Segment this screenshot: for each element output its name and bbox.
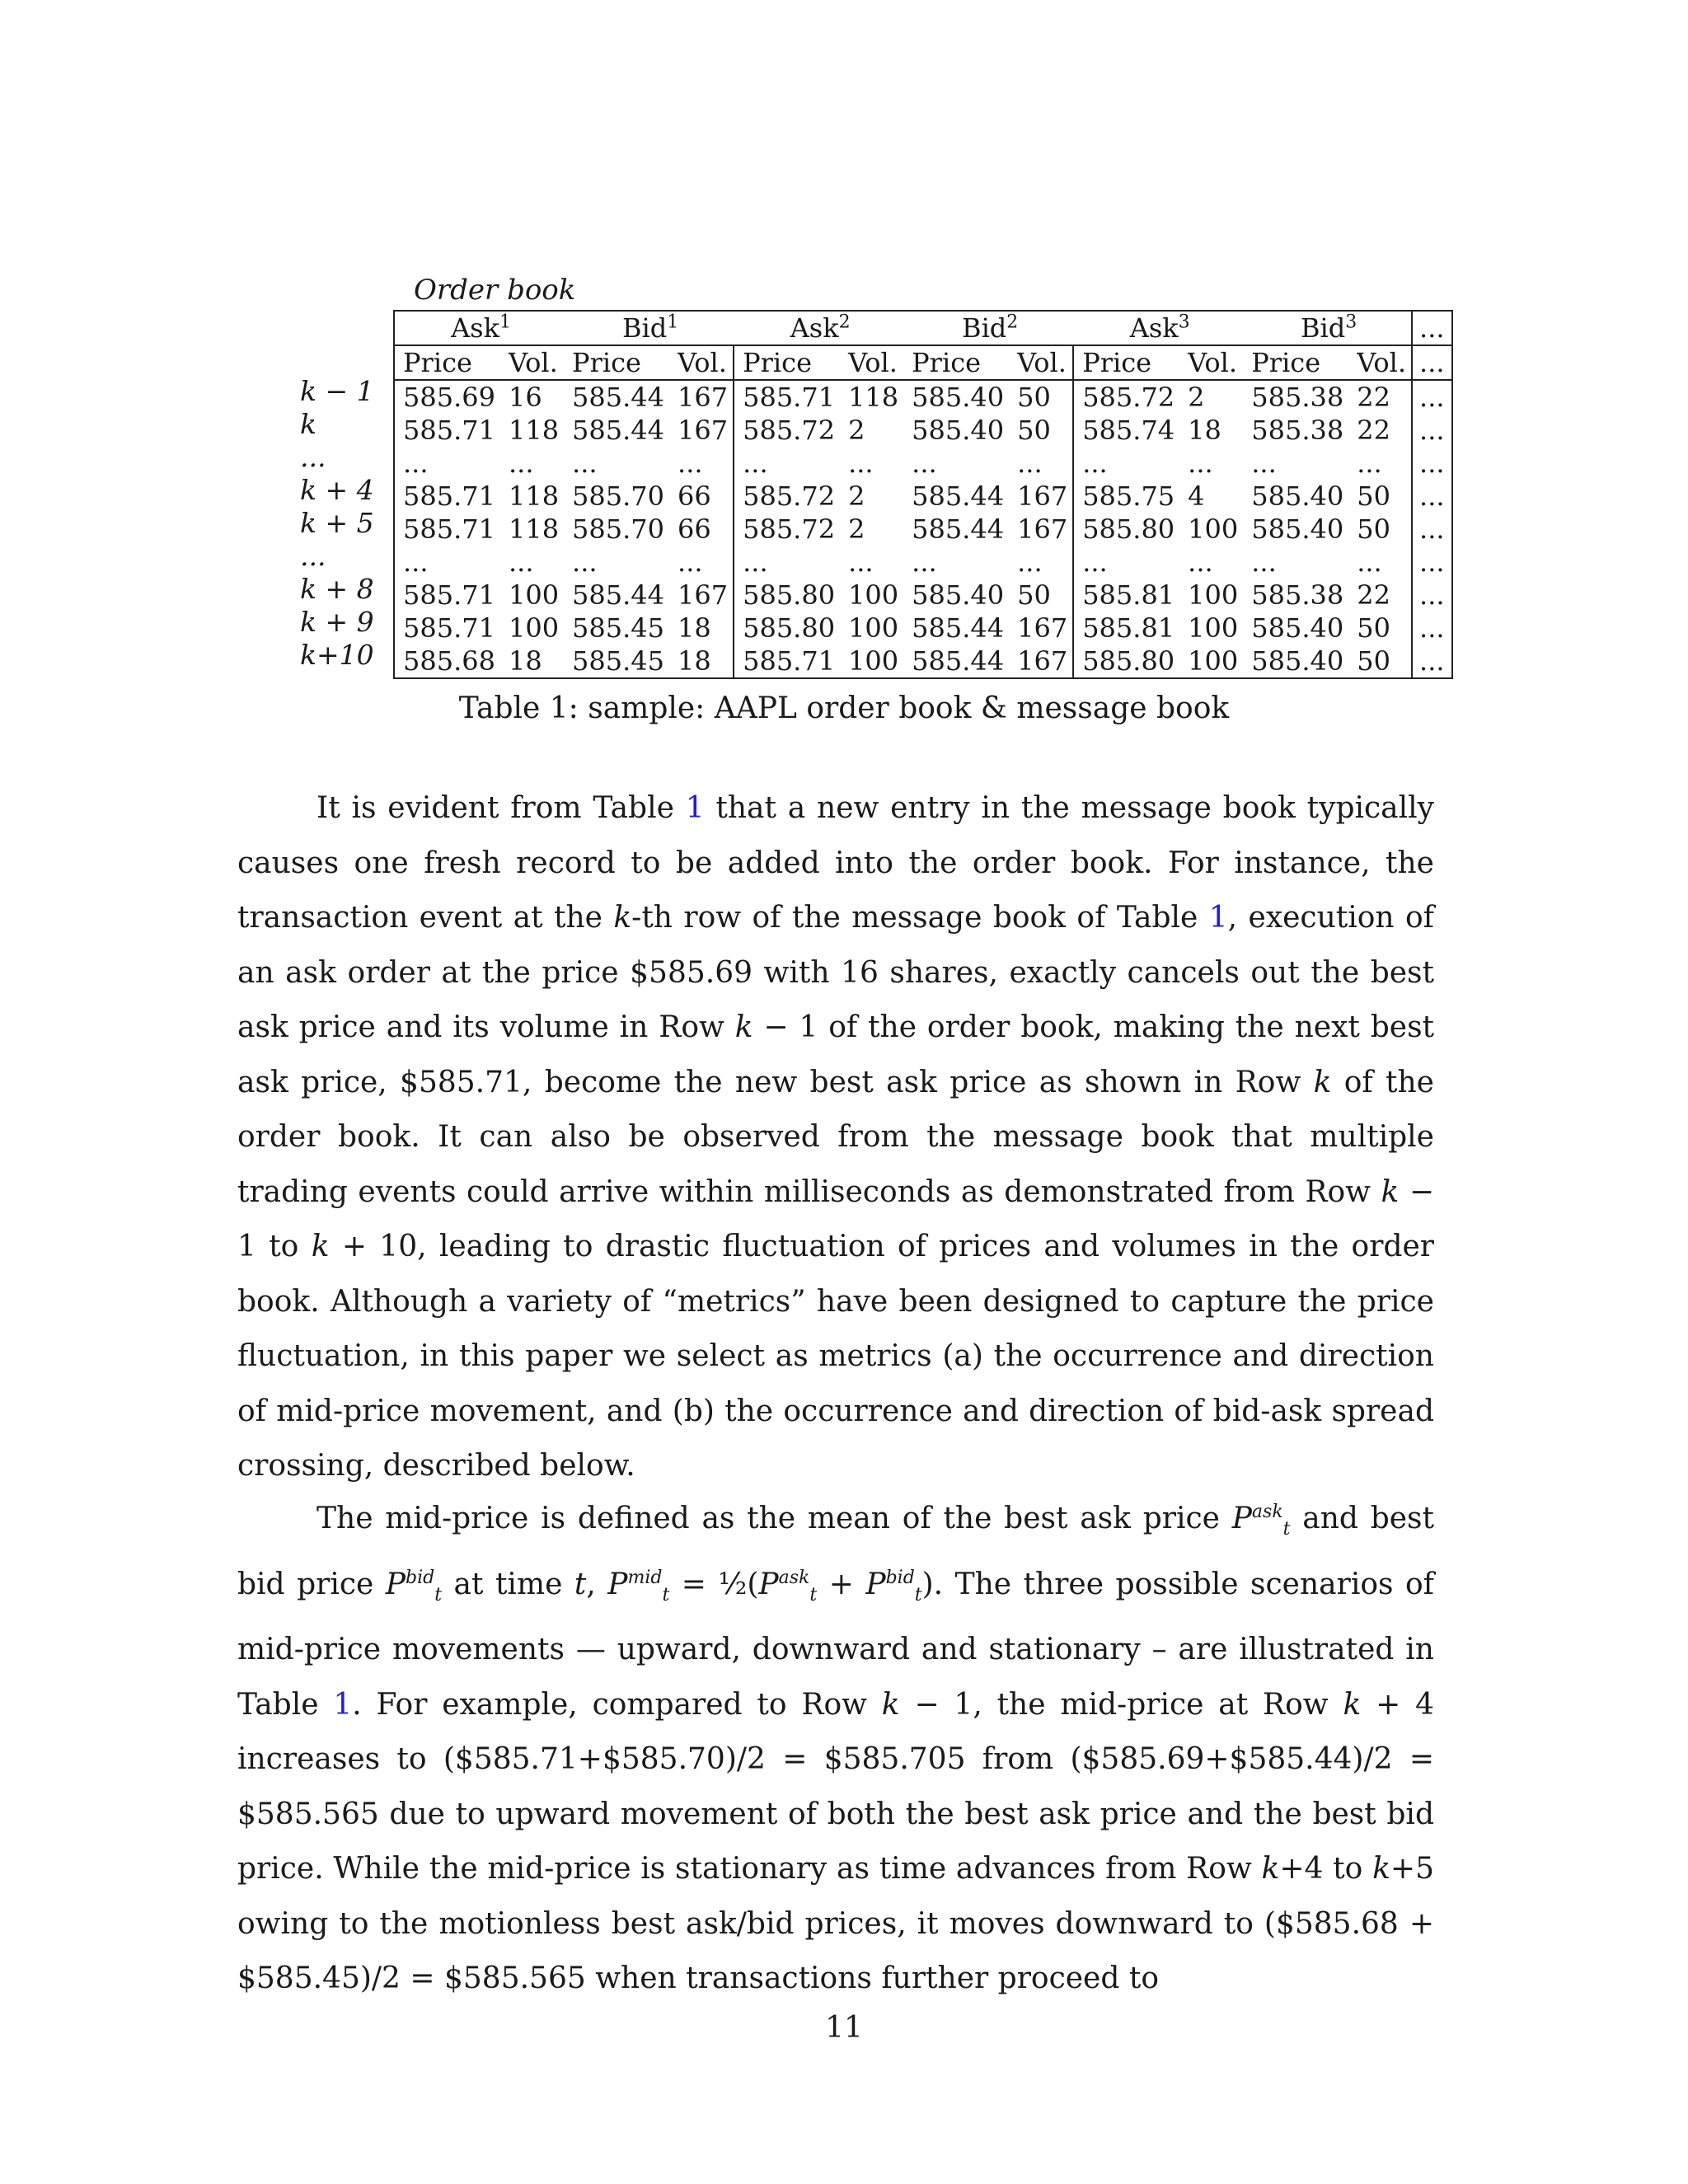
table-cell: 585.71 — [394, 513, 500, 546]
table-cell: ... — [1251, 546, 1277, 578]
table-cell: 167 — [678, 382, 729, 413]
table-cell: 585.68 — [394, 644, 500, 678]
table-cell: 585.44 — [572, 579, 665, 611]
table-cell: 585.40 — [1251, 612, 1344, 644]
table-cell: 18 — [678, 612, 711, 644]
table-cell: 2 — [848, 415, 865, 446]
table-cell: 66 — [678, 513, 711, 545]
table-row — [394, 447, 1452, 480]
table-cell: 585.74 — [1073, 414, 1179, 447]
table-cell: ... — [1073, 447, 1179, 480]
table-ref-link[interactable]: 1 — [333, 1687, 353, 1722]
row-label: k + 5 — [300, 507, 374, 539]
table-cell: 4 — [1188, 480, 1205, 512]
table-cell: ... — [572, 546, 598, 578]
table-cell: ... — [1251, 448, 1277, 479]
table-ref-link[interactable]: 1 — [685, 791, 705, 825]
sub-header-price: Price — [564, 345, 669, 380]
table-cell: 18 — [500, 644, 564, 678]
group-header-bid-3: Bid$^3$ — [1243, 311, 1412, 345]
sub-header-vol: Vol. — [500, 345, 564, 380]
table-cell: 118 — [508, 480, 560, 512]
table-cell: 66 — [678, 480, 711, 512]
table-ref-link[interactable]: 1 — [1208, 901, 1228, 935]
table-cell: 167 — [1017, 513, 1068, 545]
table-cell: 167 — [678, 415, 729, 446]
table-row — [394, 513, 1452, 546]
table-cell: ... — [1073, 546, 1179, 579]
table-row — [394, 579, 1452, 612]
table-cell: 50 — [1357, 480, 1390, 512]
table-cell: ... — [508, 546, 534, 578]
table-cell: 585.40 — [912, 579, 1005, 611]
table-cell: ... — [848, 546, 874, 578]
table-cell: 22 — [1357, 415, 1390, 446]
table-cell: 118 — [848, 382, 899, 413]
row-label: k + 9 — [300, 606, 374, 638]
sub-header-price: Price — [1243, 345, 1348, 380]
row-label: k + 8 — [300, 573, 374, 605]
table-cell: 585.72 — [734, 513, 840, 546]
sub-header-vol: Vol. — [1009, 345, 1073, 380]
group-header-row — [394, 311, 1452, 345]
table-cell: 585.40 — [1243, 644, 1348, 678]
table-cell: ... — [1412, 447, 1452, 480]
table-cell: 167 — [678, 579, 729, 611]
table-cell: 50 — [1017, 415, 1051, 446]
table-cell: 585.71 — [394, 480, 500, 513]
group-header-bid-2: Bid$^2$ — [903, 311, 1073, 345]
sub-header-vol: Vol. — [840, 345, 903, 380]
table-cell: 585.75 — [1073, 480, 1179, 513]
table-row — [394, 612, 1452, 644]
table-cell: 585.40 — [912, 382, 1005, 413]
group-header-ellipsis: ... — [1412, 311, 1452, 345]
sub-header-vol: Vol. — [1179, 345, 1243, 380]
table-cell: 585.44 — [572, 382, 665, 413]
table-cell: 585.80 — [734, 579, 840, 612]
table-cell: 167 — [1009, 644, 1073, 678]
table-cell: 585.45 — [564, 644, 669, 678]
table-cell: ... — [734, 447, 840, 480]
table-cell: 585.40 — [1251, 480, 1344, 512]
table-cell: ... — [678, 546, 703, 578]
table-cell: 100 — [848, 612, 899, 644]
table-cell: ... — [508, 448, 534, 479]
group-header-ask-1: Ask$^1$ — [394, 311, 564, 345]
table-cell: 585.45 — [572, 612, 665, 644]
paragraph-2: The mid-price is defined as the mean of the best ask price $P^{ask}_t$ and best bid price $P^{bid}_t$ at time t, $P^{mid}_t$ = $\frac{1}{2}(P^{ask}_t + P^{bid}_t)$. The three possible scenarios of mid-price movements — upward, downward and stationary – are illustrated in Table 1. For example, compared to Row k − 1, the mid-price at Row k + 4 increases to ($585.71+$585.70)/2 = $585.705 from ($585.69+$585.44)/2 = $585.565 due to upward movement of both the best ask price and the best bid price. While the mid-price is stationary as time advances from Row k+4 to k+5 owing to the motionless best ask/bid prices, it moves downward to ($585.68 + $585.45)/2 = $585.565 when transactions further proceed to — [237, 1502, 1434, 1996]
row-label: k — [300, 408, 316, 440]
row-label: ... — [300, 441, 326, 473]
table-cell: 100 — [1179, 644, 1243, 678]
table-cell: 585.72 — [734, 414, 840, 447]
table-cell: 585.44 — [912, 513, 1005, 545]
table-cell: 18 — [1188, 415, 1221, 446]
table-title: Order book — [414, 274, 576, 307]
table-cell: 167 — [1017, 480, 1068, 512]
table-cell: ... — [1412, 414, 1452, 447]
table-cell: 18 — [669, 644, 734, 678]
sub-header-price: Price — [734, 345, 840, 380]
table-row — [394, 546, 1452, 579]
table-cell: ... — [394, 447, 500, 480]
group-header-ask-2: Ask$^2$ — [734, 311, 903, 345]
table-cell: ... — [1412, 644, 1452, 678]
table-cell: 585.70 — [572, 513, 665, 545]
table-cell: ... — [1412, 612, 1452, 644]
table-cell: ... — [1017, 546, 1043, 578]
table-cell: ... — [1412, 513, 1452, 546]
sub-header-price: Price — [1073, 345, 1179, 380]
table-cell: 585.69 — [394, 380, 500, 414]
sub-header-price: Price — [394, 345, 500, 380]
table-cell: ... — [1017, 448, 1043, 479]
table-cell: 585.44 — [912, 480, 1005, 512]
row-label: k + 4 — [300, 474, 374, 506]
table-cell: 585.38 — [1251, 382, 1344, 413]
table-cell: 50 — [1357, 612, 1390, 644]
table-cell: ... — [1412, 546, 1452, 579]
table-cell: 50 — [1348, 644, 1412, 678]
table-cell: 100 — [1188, 513, 1239, 545]
table-cell: 100 — [1188, 579, 1239, 611]
table-cell: ... — [1188, 546, 1213, 578]
table-cell: 118 — [508, 415, 560, 446]
table-cell: 585.40 — [1251, 513, 1344, 545]
table-row — [394, 380, 1452, 414]
table-cell: 585.71 — [394, 414, 500, 447]
table-cell: 2 — [848, 513, 865, 545]
group-header-ask-3: Ask$^3$ — [1073, 311, 1243, 345]
table-cell: 585.72 — [1073, 380, 1179, 414]
page-number: 11 — [825, 2011, 863, 2045]
table-cell: ... — [1188, 448, 1213, 479]
table-cell: 585.80 — [1073, 644, 1179, 678]
table-cell: 585.44 — [912, 612, 1005, 644]
table-cell: ... — [848, 448, 874, 479]
table-caption: Table 1: sample: AAPL order book & message book — [458, 691, 1230, 725]
table-cell: 585.72 — [734, 480, 840, 513]
table-cell: 100 — [508, 579, 560, 611]
table-row — [394, 644, 1452, 678]
sub-header-row — [394, 345, 1452, 380]
table-cell: ... — [1412, 380, 1452, 414]
table-cell: 585.71 — [734, 644, 840, 678]
table-cell: 100 — [1188, 612, 1239, 644]
table-cell: 585.44 — [572, 415, 665, 446]
table-cell: ... — [912, 448, 937, 479]
table-cell: 585.40 — [912, 415, 1005, 446]
table-cell: ... — [1412, 480, 1452, 513]
table-cell: 100 — [508, 612, 560, 644]
sub-header-price: Price — [903, 345, 1009, 380]
table-cell: 585.81 — [1073, 612, 1179, 644]
table-cell: ... — [678, 448, 703, 479]
table-cell: 118 — [508, 513, 560, 545]
table-cell: 585.80 — [1073, 513, 1179, 546]
table-cell: 585.44 — [903, 644, 1009, 678]
sub-header-vol: Vol. — [1348, 345, 1412, 380]
table-cell: ... — [1357, 448, 1382, 479]
table-cell: 100 — [840, 644, 903, 678]
table-cell: 16 — [508, 382, 542, 413]
table-cell: ... — [734, 546, 840, 579]
table-cell: 2 — [848, 480, 865, 512]
row-label: k+10 — [300, 639, 374, 671]
sub-header-ellipsis: ... — [1412, 345, 1452, 380]
table-cell: 22 — [1357, 382, 1390, 413]
table-cell: 585.71 — [734, 380, 840, 414]
table-cell: 585.81 — [1073, 579, 1179, 612]
table-cell: 585.38 — [1251, 579, 1344, 611]
table-cell: 585.38 — [1251, 415, 1344, 446]
table-cell: 585.71 — [394, 612, 500, 644]
table-cell: 50 — [1017, 579, 1051, 611]
row-labels — [300, 375, 391, 672]
table-cell: 22 — [1357, 579, 1390, 611]
table-cell: 50 — [1357, 513, 1390, 545]
table-cell: ... — [572, 448, 598, 479]
paragraph-1: It is evident from Table 1 that a new entry in the message book typically causes one fresh record to be added into the order book. For instance, the transaction event at the k-th row of the message book of Table 1, execution of an ask order at the price $585.69 with 16 shares, exactly cancels out the best ask price and its volume in Row k − 1 of the order book, making the next best ask price, $585.71, become the new best ask price as shown in Row k of the order book. It can also be observed from the message book that multiple trading events could arrive within milliseconds as demonstrated from Row k − 1 to k + 10, leading to drastic fluctuation of prices and volumes in the order book. Although a variety of “metrics” have been designed to capture the price fluctuation, in this paper we select as metrics (a) the occurrence and direction of mid-price movement, and (b) the occurrence and direction of bid-ask spread crossing, described below. — [237, 791, 1435, 1483]
row-label: k − 1 — [300, 375, 374, 407]
table-cell: 585.80 — [734, 612, 840, 644]
table-cell: 585.70 — [572, 480, 665, 512]
table-cell: ... — [1357, 546, 1382, 578]
table-cell: 2 — [1188, 382, 1205, 413]
group-header-bid-1: Bid$^1$ — [564, 311, 734, 345]
table-cell: 100 — [848, 579, 899, 611]
table-cell: 50 — [1017, 382, 1051, 413]
order-book-table — [393, 310, 1453, 679]
table-cell: ... — [394, 546, 500, 579]
row-label: ... — [300, 540, 326, 572]
table-cell: 167 — [1017, 612, 1068, 644]
table-cell: 585.71 — [394, 579, 500, 612]
table-row — [394, 414, 1452, 447]
table-cell: ... — [1412, 579, 1452, 612]
table-cell: ... — [912, 546, 937, 578]
table-row — [394, 480, 1452, 513]
sub-header-vol: Vol. — [669, 345, 734, 380]
